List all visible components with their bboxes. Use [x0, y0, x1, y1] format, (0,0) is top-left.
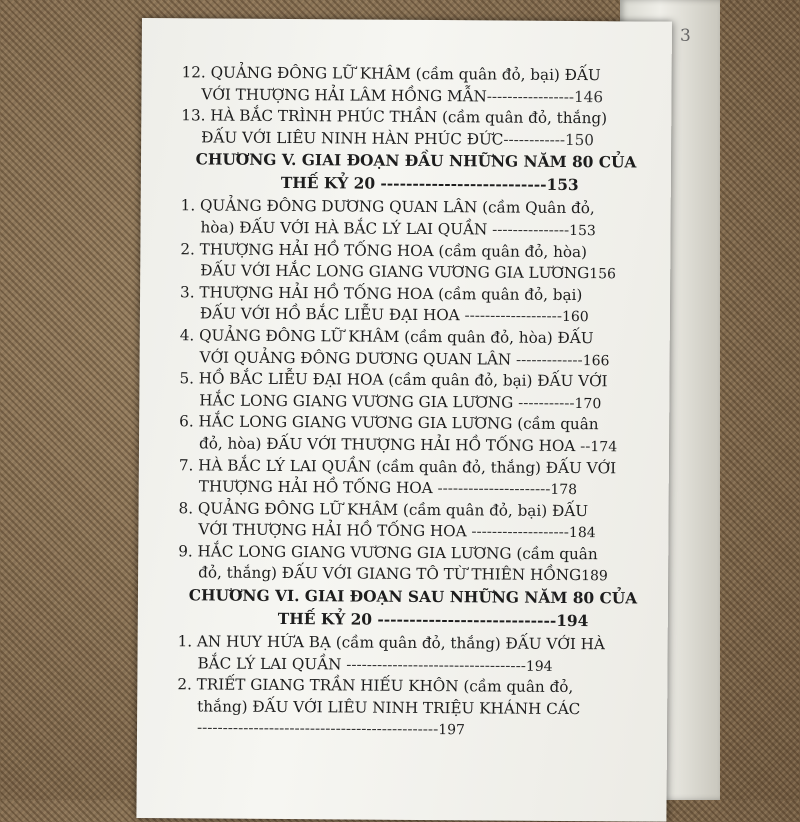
toc-entry	[179, 455, 649, 501]
chapter-6-page: 194	[556, 611, 588, 629]
toc-page-number: 189	[581, 569, 608, 585]
toc-entry	[177, 675, 647, 743]
toc-dash-leader: ----------------------------	[377, 610, 556, 629]
toc-page-number: 197	[438, 723, 465, 739]
chapter-5-page: 153	[546, 176, 578, 194]
toc-entry-12	[181, 62, 651, 108]
toc-entry-text: HẮC LONG GIANG VƯƠNG GIA LƯƠNG	[199, 391, 513, 411]
toc-dash-leader: ---------------	[487, 220, 569, 239]
toc-entry-text: VỚI THƯỢNG HẢI HỒ TỐNG HOA	[198, 521, 466, 541]
toc-entry-line: 9. HẮC LONG GIANG VƯƠNG GIA LƯƠNG (cầm quân	[178, 541, 648, 566]
toc-dash-leader: -------------------	[467, 523, 569, 542]
toc-page-number: 156	[589, 266, 616, 282]
toc-page-number: 170	[574, 396, 601, 412]
toc-entry-text: THƯỢNG HẢI HỒ TỐNG HOA	[199, 478, 433, 498]
toc-entry-13	[181, 105, 651, 151]
toc-entry	[178, 541, 648, 587]
toc-entry-line: 2. TRIẾT GIANG TRẦN HIẾU KHÔN (cầm quân đỏ,	[177, 675, 647, 700]
toc-entry-line: 2. THƯỢNG HẢI HỒ TỐNG HOA (cầm quân đỏ, hòa)	[180, 239, 650, 264]
toc-dash-leader: -----------	[513, 393, 574, 411]
chapter-5-entries	[178, 196, 651, 588]
toc-entry	[180, 282, 650, 328]
toc-entry-text: ĐẤU VỚI LIÊU NINH HÀN PHÚC ĐỨC	[201, 128, 503, 148]
toc-entry	[178, 498, 648, 544]
table-of-contents	[177, 62, 652, 742]
toc-page-number: 174	[590, 439, 617, 455]
toc-dash-leader: ------------150	[503, 130, 594, 149]
toc-entry-line	[177, 718, 647, 743]
toc-dash-leader: -------------------	[460, 307, 562, 326]
chapter-6-subtitle-text: THẾ KỶ 20	[278, 610, 372, 629]
chapter-5-title: CHƯƠNG V. GIAI ĐOẠN ĐẦU NHỮNG NĂM 80 CỦA	[181, 149, 651, 175]
toc-entry-text: hòa) ĐẤU VỚI HÀ BẮC LÝ LAI QUẦN	[200, 218, 487, 238]
toc-entry-line: 7. HÀ BẮC LÝ LAI QUẦN (cầm quân đỏ, thắng) ĐẤU VỚI	[179, 455, 649, 480]
toc-entry-line	[178, 563, 648, 588]
toc-page-number: 153	[569, 223, 596, 239]
toc-page-number: 166	[583, 353, 610, 369]
toc-dash-leader: ----------------------	[433, 479, 551, 498]
chapter-6-title: CHƯƠNG VI. GIAI ĐOẠN SAU NHỮNG NĂM 80 CỦA	[178, 584, 648, 610]
toc-entry-text: đỏ, thắng) ĐẤU VỚI GIANG TÔ TỪ THIÊN HỒNG	[198, 564, 581, 585]
toc-entry-line: thắng) ĐẤU VỚI LIÊU NINH TRIỆU KHÁNH CÁC	[177, 696, 647, 721]
book-page	[136, 18, 672, 822]
adjacent-page-number: 3	[680, 26, 691, 46]
toc-entry-line: 6. HẮC LONG GIANG VƯƠNG GIA LƯƠNG (cầm quân	[179, 412, 649, 437]
chapter-6-subtitle	[178, 607, 648, 633]
toc-entry	[180, 325, 650, 371]
chapter-5-subtitle	[181, 171, 651, 197]
toc-dash-leader: --	[575, 437, 590, 455]
toc-entry-line: 12. QUẢNG ĐÔNG LỮ KHÂM (cầm quân đỏ, bại) ĐẤU	[182, 62, 652, 87]
toc-entry-text: ĐẤU VỚI HỒ BẮC LIỄU ĐẠI HOA	[200, 305, 460, 325]
toc-entry-line: 8. QUẢNG ĐÔNG LỮ KHÂM (cầm quân đỏ, bại) ĐẤU	[178, 498, 648, 523]
toc-entry-text: ĐẤU VỚI HẮC LONG GIANG VƯƠNG GIA LƯƠNG	[200, 262, 589, 283]
toc-dash-leader: -----------------------------------------------	[197, 719, 438, 739]
toc-entry	[180, 239, 650, 285]
toc-page-number: 194	[526, 658, 553, 674]
toc-entry-line: 3. THƯỢNG HẢI HỒ TỐNG HOA (cầm quân đỏ, bại)	[180, 282, 650, 307]
toc-entry-text: BẮC LÝ LAI QUẦN	[197, 654, 341, 673]
toc-entry-text: VỚI THƯỢNG HẢI LÂM HỒNG MẪN	[201, 85, 486, 105]
toc-entry	[179, 368, 649, 414]
toc-dash-leader: -------------	[511, 350, 583, 368]
toc-entry	[177, 631, 647, 677]
toc-entry-text: VỚI QUẢNG ĐÔNG DƯƠNG QUAN LÂN	[200, 348, 512, 368]
toc-dash-leader: -----------------146	[487, 87, 603, 106]
toc-dash-leader: -----------------------------------	[341, 655, 526, 674]
toc-dash-leader: --------------------------	[380, 175, 546, 194]
toc-entry-line: 1. AN HUY HỨA BẠ (cầm quân đỏ, thắng) ĐẤU VỚI HÀ	[178, 631, 648, 656]
toc-page-number: 184	[569, 525, 596, 541]
chapter-6-entries	[177, 631, 648, 742]
toc-entry-line	[181, 127, 651, 152]
toc-entry-line: 13. HÀ BẮC TRÌNH PHÚC THẦN (cầm quân đỏ, thắng)	[181, 105, 651, 130]
toc-page-number: 178	[550, 482, 577, 498]
toc-entry	[179, 412, 649, 458]
toc-entry	[180, 196, 650, 242]
toc-page-number: 160	[562, 309, 589, 325]
toc-entry-text: đỏ, hòa) ĐẤU VỚI THƯỢNG HẢI HỒ TỐNG HOA	[199, 434, 575, 455]
toc-entry-line: 4. QUẢNG ĐÔNG LỮ KHÂM (cầm quân đỏ, hòa) ĐẤU	[180, 325, 650, 350]
toc-entry-line: 5. HỒ BẮC LIỄU ĐẠI HOA (cầm quân đỏ, bại) ĐẤU VỚI	[179, 368, 649, 393]
chapter-5-subtitle-text: THẾ KỶ 20	[281, 174, 375, 193]
toc-entry-line: 1. QUẢNG ĐÔNG DƯƠNG QUAN LÂN (cầm Quân đỏ,	[181, 196, 651, 221]
